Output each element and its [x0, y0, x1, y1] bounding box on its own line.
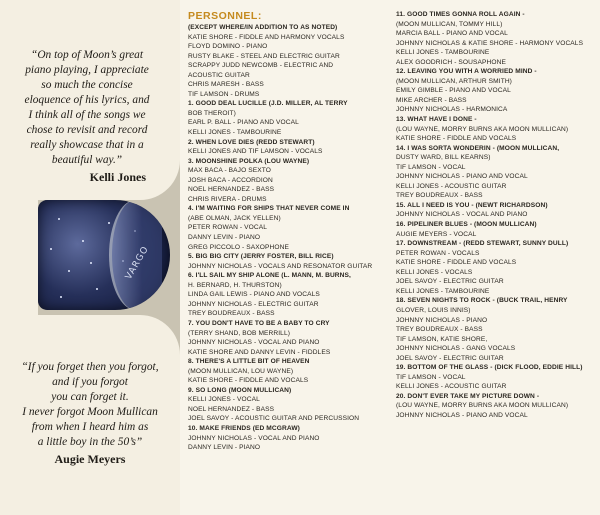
quote-line: I never forgot Moon Mullican — [22, 406, 158, 418]
credit-line: CHRIS RIVERA - DRUMS — [188, 195, 267, 203]
credit-line: CHRIS MARESH - BASS — [188, 81, 264, 89]
credit-line: RUSTY BLAKE - STEEL AND ELECTRIC GUITAR — [188, 52, 340, 60]
track-title: 19. BOTTOM OF THE GLASS - (DICK FLOOD, EDDIE HILL) — [396, 364, 583, 372]
quote-author: Augie Meyers — [54, 452, 126, 466]
track-title: 17. DOWNSTREAM - (REDD STEWART, SUNNY DULL) — [396, 240, 569, 248]
credit-line: DANNY LEVIN - PIANO — [188, 234, 261, 242]
track-title: 16. PIPELINER BLUES - (MOON MULLICAN) — [396, 221, 537, 229]
credit-line: JOEL SAVOY - ELECTRIC GUITAR — [396, 278, 504, 286]
credit-line: DANNY LEVIN - PIANO — [188, 444, 261, 452]
credit-line: H. BERNARD, H. THURSTON) — [188, 281, 282, 289]
credit-line: SCRAPPY JUDD NEWCOMB - ELECTRIC AND — [188, 62, 334, 70]
quote-line: and if you forgot — [52, 376, 128, 388]
credit-line: LINDA GAIL LEWIS - PIANO AND VOCALS — [188, 291, 320, 299]
quote-line: really showcase that in a — [30, 139, 144, 151]
quote-line: from when I heard him as — [31, 421, 149, 433]
credit-line: DUSTY WARD, BILL KEARNS) — [396, 154, 491, 162]
credit-line: KELLI JONES AND TIF LAMSON - VOCALS — [188, 148, 323, 156]
credit-line: BOB THEROIT) — [188, 109, 236, 117]
credit-line: NOEL HERNANDEZ - BASS — [188, 186, 275, 194]
track-title: 15. ALL I NEED IS YOU - (NEWT RICHARDSON) — [396, 201, 548, 209]
track-title: 12. LEAVING YOU WITH A WORRIED MIND - — [396, 68, 537, 76]
quote-line: I think all of the songs we — [28, 109, 146, 121]
quote-line: piano playing, I appreciate — [25, 64, 149, 76]
quote-line: a little boy in the 50’s” — [37, 436, 143, 448]
credit-line: TIF LAMSON - VOCAL — [396, 373, 466, 381]
credit-line: PETER ROWAN - VOCALS — [396, 249, 480, 257]
track-title: 7. YOU DON'T HAVE TO BE A BABY TO CRY — [188, 319, 330, 327]
credit-line: KELLI JONES - TAMBOURINE — [396, 49, 490, 57]
track-title: (EXCEPT WHERE/IN ADDITION TO AS NOTED) — [188, 24, 338, 31]
credit-line: TIF LAMSON - VOCAL — [396, 163, 466, 171]
credit-line: KELLI JONES - VOCAL — [188, 396, 260, 404]
credit-line: PETER ROWAN - VOCAL — [188, 224, 267, 232]
credit-line: MARCIA BALL - PIANO AND VOCAL — [396, 30, 508, 38]
credit-line: JOHNNY NICHOLAS - HARMONICA — [396, 106, 508, 114]
credit-line: KELLI JONES - ACOUSTIC GUITAR — [396, 182, 507, 190]
credit-line: KELLI JONES - VOCALS — [396, 268, 473, 276]
track-title: 11. GOOD TIMES GONNA ROLL AGAIN - — [396, 11, 525, 18]
quote-line: beautiful way.” — [51, 154, 123, 166]
personnel-heading: PERSONNEL: — [188, 10, 262, 22]
credit-line: TIF LAMSON - DRUMS — [188, 90, 260, 98]
credit-line: KATIE SHORE - FIDDLE AND VOCALS — [396, 259, 517, 267]
personnel-column-left — [188, 10, 386, 453]
credit-line: KELLI JONES - TAMBOURINE — [188, 129, 282, 137]
credit-line: TREY BOUDREAUX - BASS — [188, 310, 275, 318]
credit-line: KELLI JONES - TAMBOURINE — [396, 287, 490, 295]
credit-line: JOHNNY NICHOLAS - VOCALS AND RESONATOR GUITAR — [188, 262, 373, 270]
credit-line: JOEL SAVOY - ACOUSTIC GUITAR AND PERCUSSION — [188, 415, 360, 423]
quote-line: “On top of Moon’s great — [30, 49, 143, 61]
track-title: 13. WHAT HAVE I DONE - — [396, 116, 477, 124]
track-title: 14. I WAS SORTA WONDERIN - (MOON MULLICAN, — [396, 144, 560, 152]
left-flap-middle — [0, 200, 38, 315]
credit-line: KATIE SHORE AND DANNY LEVIN - FIDDLES — [188, 348, 331, 356]
credit-line: KATIE SHORE - FIDDLE AND VOCALS — [188, 377, 309, 385]
credit-line: JOHNNY NICHOLAS - PIANO — [396, 316, 488, 324]
quote-line: chose to revisit and record — [26, 124, 148, 136]
credit-line: TREY BOUDREAUX - BASS — [396, 326, 483, 334]
credit-line: ALEX GOODRICH - SOUSAPHONE — [396, 58, 506, 66]
track-title: 1. GOOD DEAL LUCILLE (J.D. MILLER, AL TERRY — [188, 100, 348, 108]
disc-label: VARGO — [123, 244, 152, 282]
credit-line: (LOU WAYNE, MORRY BURNS AKA MOON MULLICAN) — [396, 125, 569, 133]
personnel-page — [180, 0, 600, 515]
credit-line: KATIE SHORE - FIDDLE AND VOCALS — [396, 135, 517, 143]
track-title: 6. I'LL SAIL MY SHIP ALONE (L. MANN, M. BURNS, — [188, 272, 351, 280]
credit-list — [396, 10, 596, 421]
quote-augie-meyers — [10, 360, 170, 467]
credit-line: (MOON MULLICAN, TOMMY HILL) — [396, 20, 503, 28]
credit-line: EMILY GIMBLE - PIANO AND VOCAL — [396, 87, 511, 95]
credit-line: (MOON MULLICAN, ARTHUR SMITH) — [396, 77, 512, 85]
credit-line: (LOU WAYNE, MORRY BURNS AKA MOON MULLICAN) — [396, 402, 569, 410]
credit-line: JOHNNY NICHOLAS - VOCAL AND PIANO — [188, 434, 320, 442]
credit-line: FLOYD DOMINO - PIANO — [188, 43, 268, 51]
credit-line: JOHNNY NICHOLAS - ELECTRIC GUITAR — [188, 300, 319, 308]
credit-list — [188, 23, 386, 453]
credit-line: JOHNNY NICHOLAS - PIANO AND VOCAL — [396, 173, 528, 181]
track-title: 20. DON'T EVER TAKE MY PICTURE DOWN - — [396, 392, 540, 400]
credit-line: TIF LAMSON, KATIE SHORE, — [396, 335, 488, 343]
quote-line: you can forget it. — [51, 391, 129, 403]
credit-line: GLOVER, LOUIS INNIS) — [396, 306, 471, 314]
quote-line: so much the concise — [41, 79, 133, 91]
credit-line: MIKE ARCHER - BASS — [396, 96, 467, 104]
track-title: 10. MAKE FRIENDS (ED MCGRAW) — [188, 424, 300, 432]
credit-line: JOHNNY NICHOLAS - GANG VOCALS — [396, 345, 516, 353]
credit-line: (TERRY SHAND, BOB MERRILL) — [188, 329, 291, 337]
quote-line: “If you forget then you forgot, — [21, 361, 159, 373]
credit-line: JOSH BACA - ACCORDION — [188, 176, 273, 184]
track-title: 18. SEVEN NIGHTS TO ROCK - (BUCK TRAIL, HENRY — [396, 297, 568, 305]
track-title: 9. SO LONG (MOON MULLICAN) — [188, 386, 292, 394]
personnel-column-right — [396, 10, 596, 421]
credit-line: JOEL SAVOY - ELECTRIC GUITAR — [396, 354, 504, 362]
credit-line: KELLI JONES - ACOUSTIC GUITAR — [396, 383, 507, 391]
cd-disc-window — [38, 200, 170, 310]
track-title: 2. WHEN LOVE DIES (REDD STEWART) — [188, 138, 315, 146]
credit-line: GREG PICCOLO - SAXOPHONE — [188, 243, 289, 251]
credit-line: KATIE SHORE - FIDDLE AND HARMONY VOCALS — [188, 33, 345, 41]
credit-line: (MOON MULLICAN, LOU WAYNE) — [188, 367, 294, 375]
credit-line: NOEL HERNANDEZ - BASS — [188, 405, 275, 413]
track-title: 8. THERE'S A LITTLE BIT OF HEAVEN — [188, 358, 310, 366]
credit-line: JOHNNY NICHOLAS & KATIE SHORE - HARMONY VOCALS — [396, 39, 584, 47]
credit-line: JOHNNY NICHOLAS - PIANO AND VOCAL — [396, 411, 528, 419]
quote-author: Kelli Jones — [89, 170, 146, 184]
credit-line: (ABE OLMAN, JACK YELLEN) — [188, 214, 281, 222]
credit-line: JOHNNY NICHOLAS - VOCAL AND PIANO — [188, 339, 320, 347]
track-title: 4. I'M WAITING FOR SHIPS THAT NEVER COME IN — [188, 205, 350, 213]
credit-line: ACOUSTIC GUITAR — [188, 71, 250, 79]
credit-line: EARL P. BALL - PIANO AND VOCAL — [188, 119, 299, 127]
credit-line: MAX BACA - BAJO SEXTO — [188, 167, 271, 175]
credit-line: TREY BOUDREAUX - BASS — [396, 192, 483, 200]
credit-line: AUGIE MEYERS - VOCAL — [396, 230, 477, 238]
quote-line: eloquence of his lyrics, and — [24, 94, 150, 106]
track-title: 5. BIG BIG CITY (JERRY FOSTER, BILL RICE) — [188, 253, 334, 261]
quote-kelli-jones — [12, 48, 162, 185]
track-title: 3. MOONSHINE POLKA (LOU WAYNE) — [188, 157, 310, 165]
credit-line: JOHNNY NICHOLAS - VOCAL AND PIANO — [396, 211, 528, 219]
